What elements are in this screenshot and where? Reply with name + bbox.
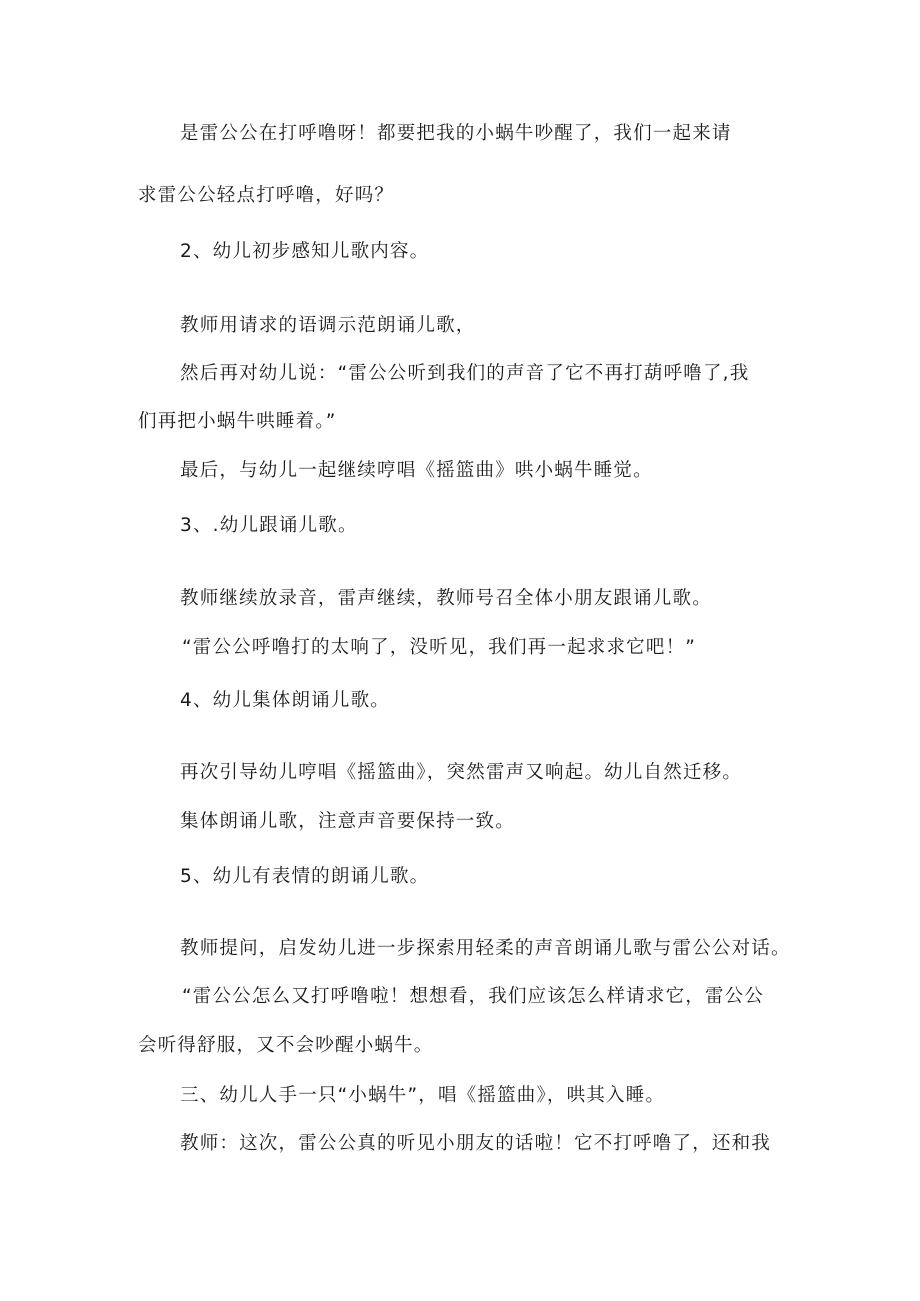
paragraph-line: 再次引导幼儿哼唱《摇篮曲》，突然雷声又响起。幼儿自然迁移。 (180, 762, 743, 783)
section-heading: 三、幼儿人手一只“小蜗牛”，唱《摇篮曲》，哄其入睡。 (180, 1085, 666, 1106)
section-heading: 2、幼儿初步感知儿歌内容。 (180, 241, 430, 262)
paragraph-line: 然后再对幼儿说：“雷公公听到我们的声音了它不再打葫呼噜了,我 (180, 363, 750, 384)
paragraph-line: “雷公公呼噜打的太响了，没听见，我们再一起求求它吧！” (182, 637, 697, 658)
section-heading: 4、幼儿集体朗诵儿歌。 (180, 690, 390, 711)
paragraph-line: 教师用请求的语调示范朗诵儿歌， (180, 315, 476, 336)
paragraph-line: “雷公公怎么又打呼噜啦！想想看，我们应该怎么样请求它，雷公公 (182, 986, 765, 1007)
paragraph-line: 求雷公公轻点打呼噜，好吗？ (138, 185, 395, 206)
paragraph-line: 们再把小蜗牛哄睡着。” (138, 411, 337, 432)
section-heading: 5、幼儿有表情的朗诵儿歌。 (180, 866, 430, 887)
paragraph-line: 是雷公公在打呼噜呀！都要把我的小蜗牛吵醒了，我们一起来请 (180, 123, 732, 144)
paragraph-line: 教师提问，启发幼儿进一步探索用轻柔的声音朗诵儿歌与雷公公对话。 (180, 938, 791, 959)
section-heading: 3、.幼儿跟诵儿歌。 (180, 515, 358, 536)
paragraph-line: 会听得舒服，又不会吵醒小蜗牛。 (138, 1035, 434, 1056)
paragraph-line: 集体朗诵儿歌，注意声音要保持一致。 (180, 811, 515, 832)
paragraph-line: 教师继续放录音，雷声继续，教师号召全体小朋友跟诵儿歌。 (180, 588, 712, 609)
paragraph-line: 教师：这次，雷公公真的听见小朋友的话啦！它不打呼噜了，还和我 (180, 1133, 772, 1154)
paragraph-line: 最后，与幼儿一起继续哼唱《摇篮曲》哄小蜗牛睡觉。 (180, 460, 653, 481)
